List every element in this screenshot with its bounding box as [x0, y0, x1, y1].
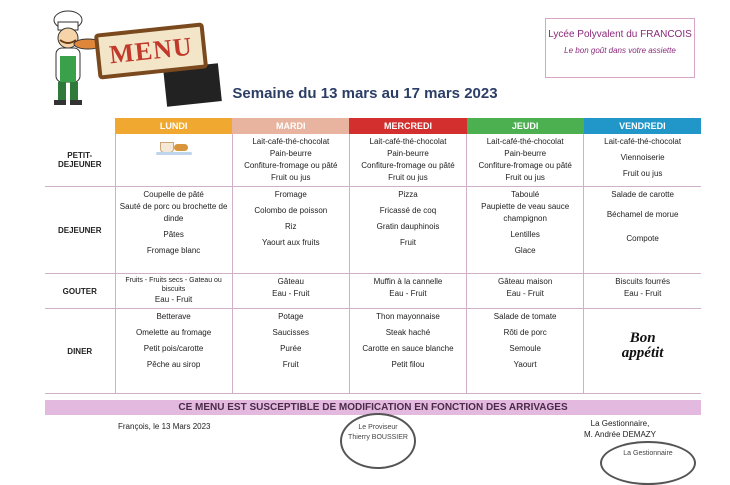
meal-label: GOUTER	[45, 274, 115, 309]
day-header-mardi: MARDI	[232, 118, 349, 134]
menu-logo	[94, 22, 208, 79]
stamp-name: Thierry BOUSSIER	[348, 434, 408, 441]
menu-logo-text: MENU	[107, 31, 194, 70]
menu-item: Pain-beurre	[269, 149, 312, 158]
menu-item: Taboulé	[511, 190, 540, 199]
menu-item: Fruit	[282, 360, 299, 369]
manager-title: La Gestionnaire,	[590, 419, 650, 428]
menu-item: Petit filou	[391, 360, 425, 369]
menu-cell	[232, 309, 349, 394]
menu-item: Eau - Fruit	[623, 289, 662, 298]
menu-item: Lait-café-thé-chocolat	[252, 137, 330, 146]
proviseur-stamp	[340, 413, 416, 469]
menu-item: Yaourt	[513, 360, 537, 369]
menu-cell	[115, 187, 232, 274]
menu-cell	[467, 309, 584, 394]
menu-cell	[467, 134, 584, 187]
menu-item: Gratin dauphinois	[376, 222, 440, 231]
menu-cell	[115, 134, 232, 187]
menu-item: Fruit ou jus	[505, 173, 545, 182]
menu-item: Semoule	[509, 344, 541, 353]
school-name: Lycée Polyvalent du FRANCOIS	[548, 29, 692, 40]
gestionnaire-stamp	[600, 441, 696, 485]
menu-item: Purée	[280, 344, 302, 353]
week-title: Semaine du 13 mars au 17 mars 2023	[232, 85, 498, 102]
menu-item: Fromage blanc	[146, 246, 201, 255]
menu-cell	[115, 309, 232, 394]
manager-signature	[560, 418, 680, 440]
menu-item: Lait-café-thé-chocolat	[486, 137, 564, 146]
menu-item: Eau - Fruit	[154, 295, 193, 304]
menu-cell	[232, 134, 349, 187]
menu-item: Salade de carotte	[611, 190, 674, 199]
menu-item: Confiture-fromage ou pâté	[361, 161, 455, 170]
corner-header	[45, 118, 115, 134]
menu-item: Thon mayonnaise	[376, 312, 440, 321]
menu-item: Omelette au fromage	[136, 328, 212, 337]
menu-cell	[467, 187, 584, 274]
menu-cell	[584, 309, 701, 394]
menu-item: Rôti de porc	[503, 328, 547, 337]
breakfast-picture	[156, 138, 192, 156]
meal-row-petit-dejeuner	[45, 134, 701, 187]
day-header-vendredi: VENDREDI	[584, 118, 701, 134]
menu-item: Petit pois/carotte	[143, 344, 204, 353]
menu-item: Fromage	[274, 190, 307, 199]
meal-row-gouter	[45, 274, 701, 309]
menu-item: Viennoiserie	[620, 153, 665, 162]
manager-name: M. Andrée DEMAZY	[583, 430, 657, 439]
stamp2-title: La Gestionnaire	[623, 450, 673, 457]
menu-item: Pain-beurre	[504, 149, 547, 158]
menu-cell	[584, 274, 701, 309]
menu-cell	[115, 274, 232, 309]
menu-item: Coupelle de pâté	[143, 190, 204, 199]
menu-item: Compote	[626, 234, 659, 243]
menu-item: Fruit ou jus	[388, 173, 428, 182]
menu-item: Glace	[514, 246, 536, 255]
menu-item: Pâtes	[163, 230, 184, 239]
day-header-lundi: LUNDI	[115, 118, 232, 134]
menu-item: Eau - Fruit	[389, 289, 427, 298]
menu-item: Eau - Fruit	[506, 289, 544, 298]
school-box	[545, 18, 695, 78]
school-slogan: Le bon goût dans votre assiette	[564, 46, 676, 55]
menu-item: Riz	[285, 222, 297, 231]
menu-table	[45, 118, 701, 394]
menu-item: Lait-café-thé-chocolat	[369, 137, 447, 146]
bon-appetit-picture	[586, 331, 699, 361]
menu-item: Sauté de porc ou brochette de dinde	[119, 202, 228, 223]
bon-text: Bon	[629, 330, 656, 346]
menu-cell	[467, 274, 584, 309]
menu-item: Steak haché	[385, 328, 431, 337]
menu-item: Biscuits fourrés	[615, 277, 670, 286]
menu-item: Fruits - Fruits secs - Gateau ou biscuits	[125, 277, 222, 293]
menu-item: Saucisses	[272, 328, 310, 337]
menu-item: Lentilles	[510, 230, 540, 239]
day-header-jeudi: JEUDI	[467, 118, 584, 134]
menu-item: Béchamel de morue	[606, 210, 679, 219]
menu-item: Fruit	[399, 238, 416, 247]
menu-cell	[349, 274, 466, 309]
modification-banner: CE MENU EST SUSCEPTIBLE DE MODIFICATION EN FONCTION DES ARRIVAGES	[45, 400, 701, 415]
place-date: François, le 13 Mars 2023	[118, 422, 211, 431]
menu-item: Pêche au sirop	[146, 360, 201, 369]
menu-item: Pain-beurre	[387, 149, 429, 158]
menu-item: Lait-café-thé-chocolat	[604, 137, 682, 146]
menu-item: Gâteau maison	[498, 277, 553, 286]
menu-item: Pizza	[398, 190, 418, 199]
meal-row-diner	[45, 309, 701, 394]
menu-item: Betterave	[156, 312, 191, 321]
menu-item: Fruit ou jus	[270, 173, 311, 182]
menu-cell	[232, 274, 349, 309]
menu-cell	[584, 187, 701, 274]
menu-item: Fruit ou jus	[622, 169, 663, 178]
menu-item: Confiture-fromage ou pâté	[478, 161, 572, 170]
menu-item: Confiture-fromage ou pâté	[244, 161, 338, 170]
menu-item: Colombo de poisson	[254, 206, 328, 215]
day-header-row	[45, 118, 701, 134]
menu-item: Yaourt aux fruits	[261, 238, 320, 247]
meal-label: PETIT-DEJEUNER	[45, 134, 115, 187]
menu-cell	[584, 134, 701, 187]
menu-cell	[349, 134, 466, 187]
appetit-text: appétit	[621, 345, 664, 361]
menu-cell	[349, 187, 466, 274]
menu-item: Salade de tomate	[493, 312, 557, 321]
meal-label: DEJEUNER	[45, 187, 115, 274]
menu-item: Eau - Fruit	[272, 289, 310, 298]
day-header-mercredi: MERCREDI	[349, 118, 466, 134]
menu-item: Gâteau	[277, 277, 304, 286]
menu-cell	[232, 187, 349, 274]
menu-item: Paupiette de veau sauce champignon	[481, 202, 570, 223]
meal-label: DINER	[45, 309, 115, 394]
menu-item: Fricassé de coq	[379, 206, 437, 215]
meal-row-dejeuner	[45, 187, 701, 274]
menu-item: Muffin à la cannelle	[373, 277, 443, 286]
menu-item: Potage	[278, 312, 304, 321]
menu-item: Carotte en sauce blanche	[362, 344, 454, 353]
stamp-title: Le Proviseur	[358, 424, 398, 431]
menu-cell	[349, 309, 466, 394]
